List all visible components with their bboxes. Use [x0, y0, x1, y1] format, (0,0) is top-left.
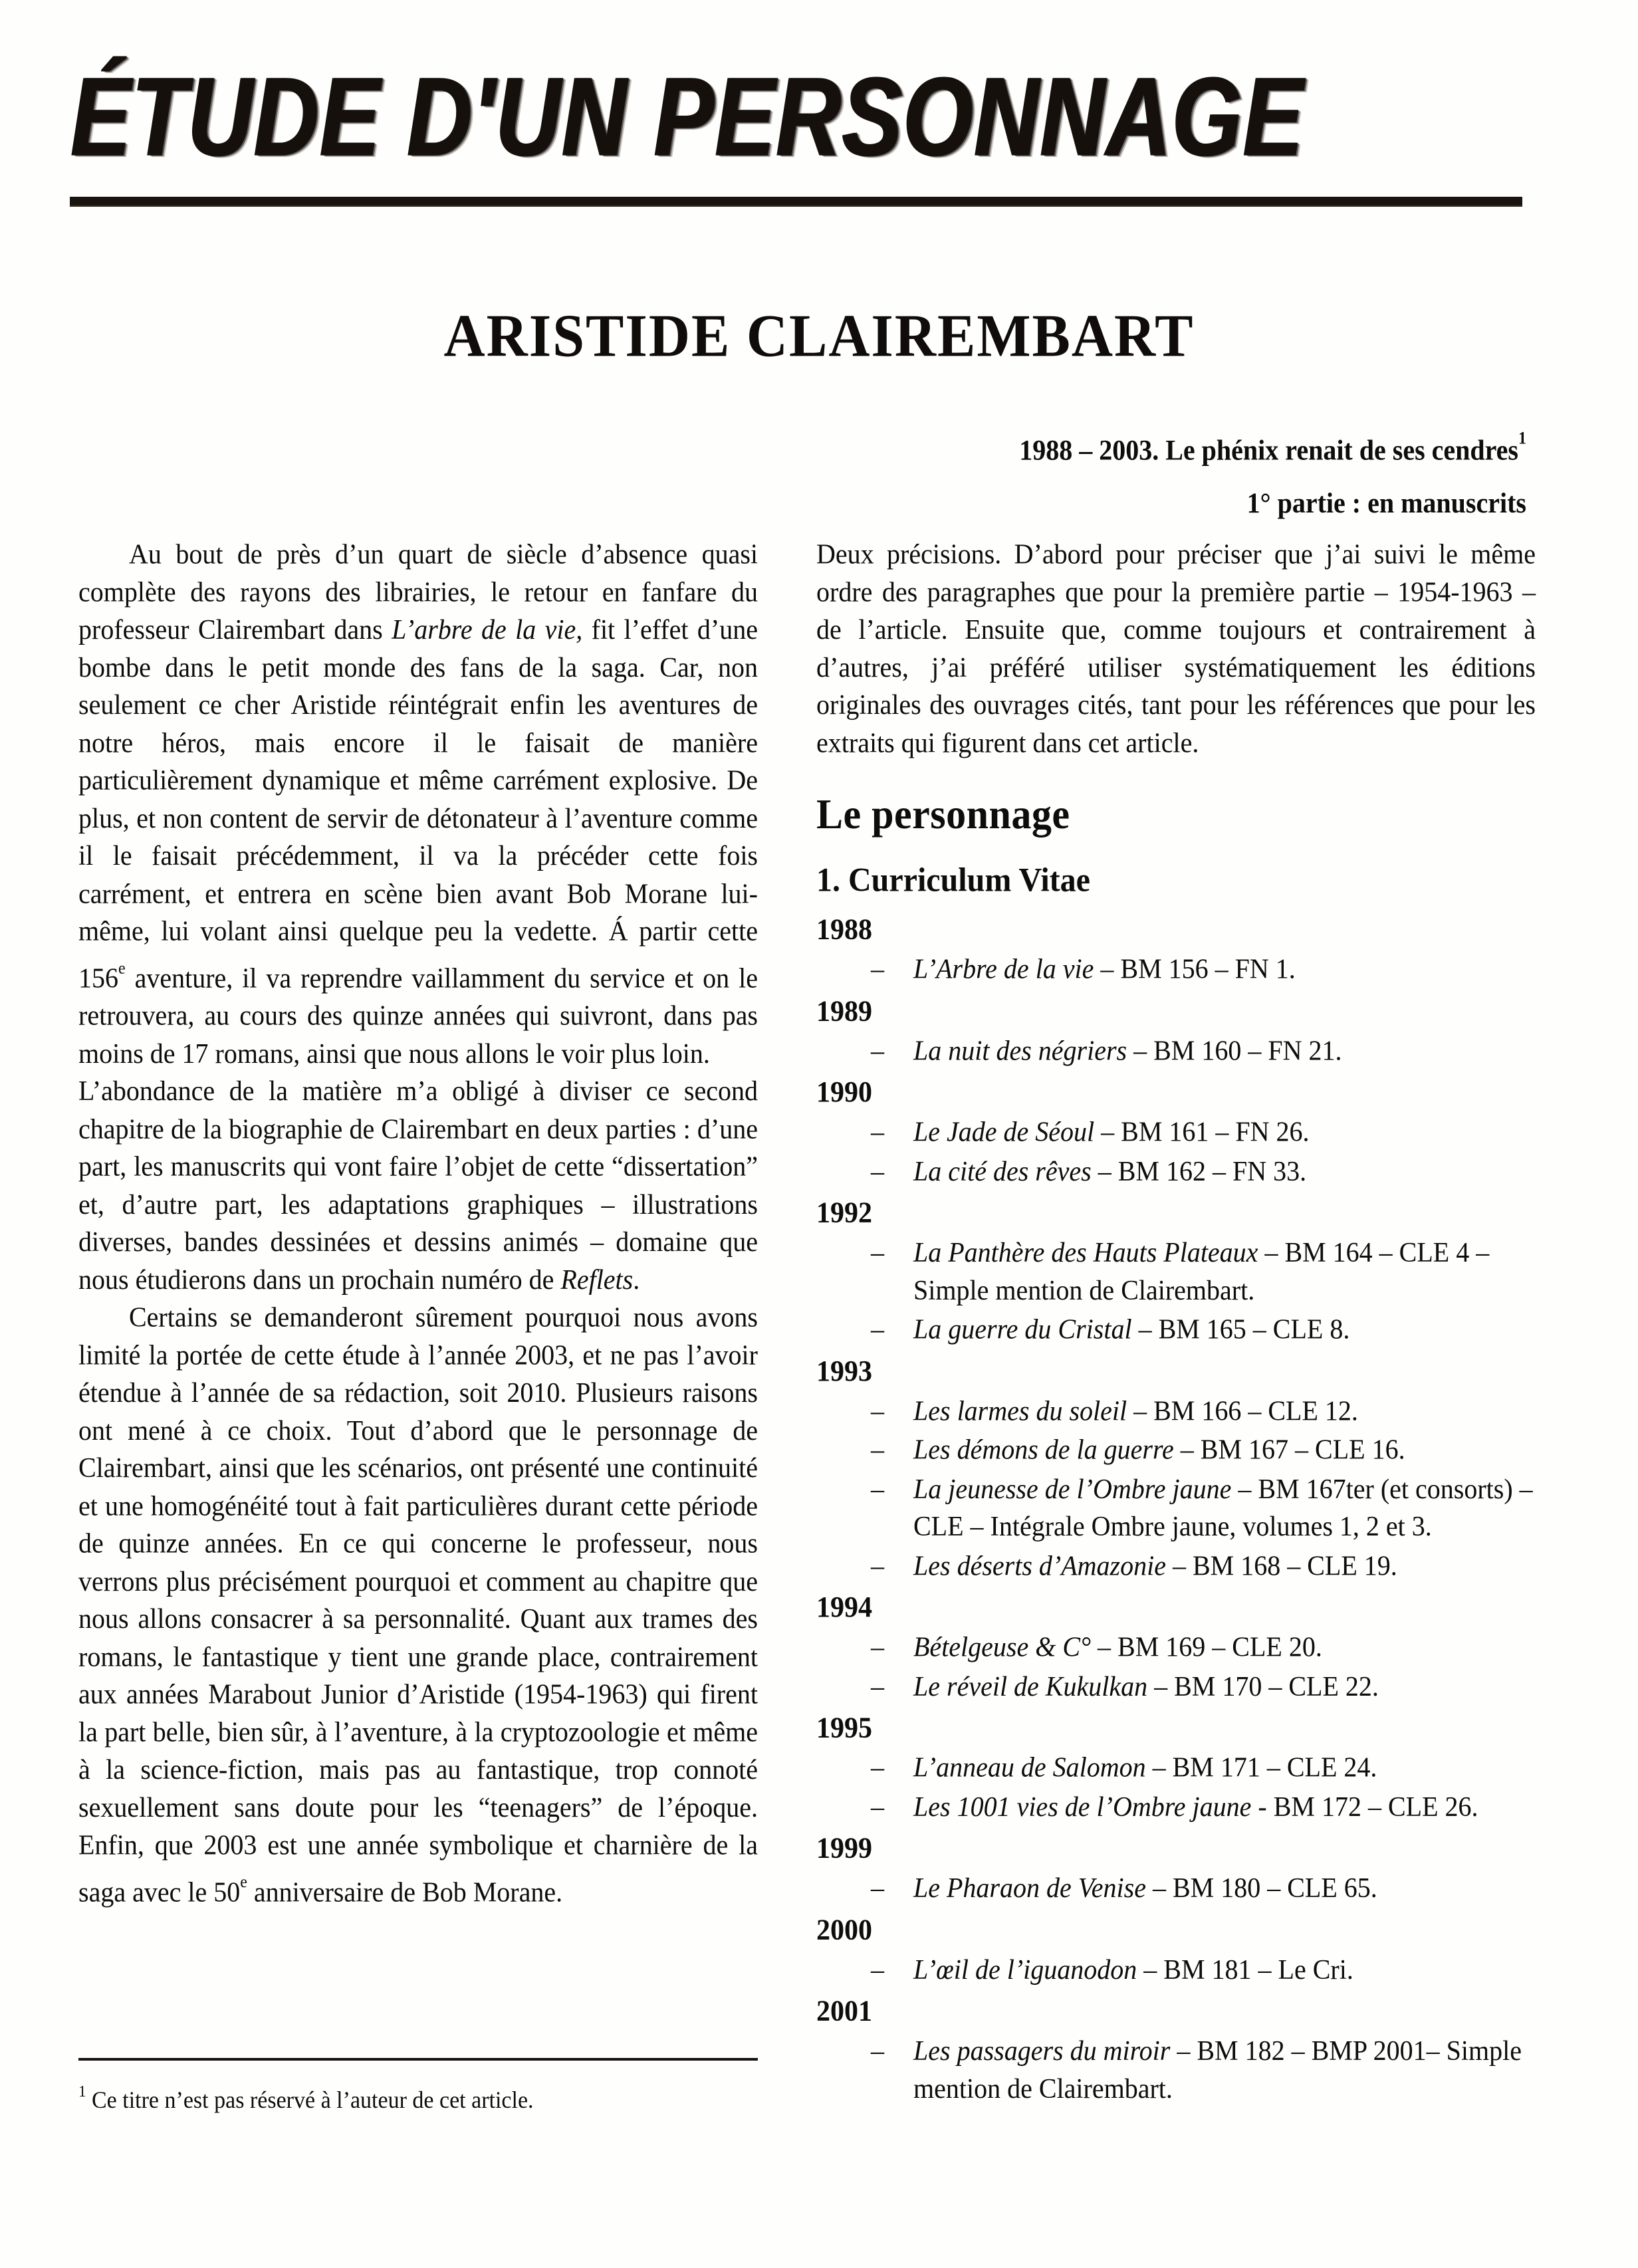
- bibliography-entry-title: Les passagers du miroir: [913, 2034, 1171, 2067]
- bibliography-entry-reference: – BM 170 – CLE 22.: [1147, 1670, 1379, 1702]
- bibliography-entry: [816, 1628, 1536, 1666]
- bibliography-entry: [816, 1310, 1536, 1348]
- ordinal-suffix-50: e: [240, 1872, 247, 1891]
- article-subtitle-period-text: 1988 – 2003. Le phénix renait de ses cendres: [1019, 433, 1518, 466]
- bibliography-entry-reference: – BM 166 – CLE 12.: [1127, 1394, 1358, 1426]
- paragraph-intro-part-a: Au bout de près d’un quart de siècle d’absence quasi complète des rayons des librairies, le retour en fanfare du professeur Clairembart dans: [78, 538, 758, 645]
- bibliography-entry: [816, 1233, 1536, 1308]
- footnote: [78, 2075, 776, 2117]
- bibliography-entry: [816, 1950, 1536, 1988]
- list-bullet-dash: –: [871, 1472, 884, 1505]
- bibliography-year: 1992: [816, 1196, 872, 1230]
- bibliography-entry-title: Le Jade de Séoul: [913, 1115, 1095, 1148]
- bibliography-entry-title: La nuit des négriers: [913, 1034, 1134, 1066]
- list-bullet-dash: –: [871, 2034, 884, 2067]
- bibliography-year: 1993: [816, 1355, 872, 1388]
- bibliography-year: 1995: [816, 1712, 872, 1744]
- bibliography-entry-reference: – BM 180 – CLE 65.: [1145, 1871, 1377, 1904]
- list-bullet-dash: –: [871, 1115, 884, 1148]
- bibliography-entry: [816, 1787, 1536, 1825]
- bibliography-entry-reference: – BM 162 – FN 33.: [1091, 1155, 1307, 1187]
- bibliography-entry: [816, 1391, 1536, 1429]
- bibliography-entry: [816, 1547, 1536, 1585]
- subsection-heading-number: 1. Curriculum: [816, 861, 1019, 899]
- bibliography-entry-reference: – BM 169 – CLE 20.: [1091, 1631, 1322, 1662]
- bibliography-entry-title: Les larmes du soleil: [913, 1394, 1127, 1426]
- bibliography-entry-title: Bételgeuse & C°: [913, 1631, 1092, 1662]
- subsection-heading-curriculum-vitae: [816, 859, 1536, 903]
- bibliography-entry-title: Le réveil de Kukulkan: [913, 1670, 1148, 1702]
- list-bullet-dash: –: [871, 1394, 884, 1426]
- bibliography-entry: [816, 1430, 1536, 1468]
- ordinal-suffix-156: e: [118, 959, 126, 978]
- left-text-column: [78, 535, 758, 1910]
- paragraph-intro-part-c: aventure, il va reprendre vaillamment du service et on le retrouvera, au cours des quinze années qui suivront, dans pas moins de 17 romans, ainsi que nous allons le voir plus loin.: [78, 961, 758, 1069]
- bibliography-year: 2001: [816, 1995, 872, 2028]
- bibliography-entry-reference: - BM 172 – CLE 26.: [1251, 1790, 1478, 1823]
- list-bullet-dash: –: [871, 1953, 884, 1985]
- bibliography-entry-reference: – BM 165 – CLE 8.: [1131, 1313, 1350, 1345]
- list-bullet-dash: –: [871, 1751, 884, 1783]
- footnote-text: Ce titre n’est pas réservé à l’auteur de cet article.: [86, 2087, 534, 2114]
- bibliography-entry-title: Le Pharaon de Venise: [913, 1871, 1146, 1904]
- bibliography-entry-title: La cité des rêves: [913, 1155, 1092, 1187]
- bibliography-year: 1989: [816, 994, 872, 1028]
- list-bullet-dash: –: [871, 1313, 884, 1345]
- paragraph-abondance-part-a: L’abondance de la matière m’a obligé à diviser ce second chapitre de la biographie de Clairembart en deux parties : d’une part, les manuscrits qui vont faire l’objet de cette “dissertation” et, d’autre part, les adaptations graphiques – illustrations diverses, bandes dessinées et dessins animés – domaine que nous étudierons dans un prochain numéro de: [78, 1074, 758, 1296]
- right-text-column: [816, 535, 1536, 2108]
- bibliography-entry-title: Les déserts d’Amazonie: [913, 1549, 1166, 1581]
- bibliography-entry-reference: – BM 164 – CLE 4 – Simple mention de Clairembart.: [913, 1236, 1490, 1306]
- paragraph-intro: [78, 535, 758, 1072]
- bibliography-entry-reference: – BM 171 – CLE 24.: [1145, 1751, 1377, 1783]
- article-subtitle-part: 1° partie : en manuscrits: [1246, 487, 1526, 519]
- bibliography-entry: [816, 2031, 1536, 2106]
- list-bullet-dash: –: [871, 1790, 884, 1823]
- bibliography-entry-title: L’anneau de Salomon: [913, 1751, 1146, 1783]
- bibliography-entry-title: L’œil de l’iguanodon: [913, 1953, 1137, 1985]
- bibliography-entry: [816, 950, 1536, 988]
- paragraph-intro-part-b: fit l’effet d’une bombe dans le petit monde des fans de la saga. Car, non seulement ce cher Aristide réintégrait enfin les aventures de notre héros, mais encore il le faisait de manière particulièrement dynamique et même carrément explosive. De plus, et non content de servir de détonateur à l’aventure comme il le faisait précédemment, il va la précéder cette fois carrément, et entrera en scène bien avant Bob Morane lui-même, lui volant ainsi quelque peu la vedette. Á partir cette 156: [78, 613, 758, 994]
- magazine-title-reflets: Reflets: [560, 1263, 634, 1296]
- footnote-marker: 1: [78, 2082, 86, 2100]
- bibliography-entry-title: Les démons de la guerre: [913, 1433, 1174, 1466]
- list-bullet-dash: –: [871, 1871, 884, 1904]
- bibliography-entry: [816, 1667, 1536, 1705]
- bibliography-entry-reference: – BM 167ter (et consorts) – CLE – Intégrale Ombre jaune, volumes 1, 2 et 3.: [913, 1472, 1533, 1542]
- masthead-divider: [70, 197, 1522, 207]
- bibliography-entry-reference: – BM 181 – Le Cri.: [1137, 1953, 1353, 1985]
- list-bullet-dash: –: [871, 1549, 884, 1581]
- bibliography-entry: [816, 1470, 1536, 1545]
- footnote-reference-marker: 1: [1518, 429, 1526, 448]
- list-bullet-dash: –: [871, 953, 884, 985]
- article-subtitle-period: [596, 412, 1526, 477]
- bibliography-year: 1994: [816, 1591, 872, 1624]
- masthead-title: ÉTUDE D'UN PERSONNAGE: [70, 54, 1304, 179]
- bibliography-entry-reference: – BM 160 – FN 21.: [1133, 1034, 1342, 1066]
- book-title-arbre-de-la-vie: L’arbre de la vie,: [392, 613, 583, 645]
- bibliography-entry-title: La guerre du Cristal: [913, 1313, 1132, 1345]
- subsection-heading-vitae: Vitae: [1018, 861, 1090, 899]
- bibliography-entry-title: Les 1001 vies de l’Ombre jaune: [913, 1790, 1252, 1823]
- article-subtitles: [596, 412, 1526, 530]
- bibliography-year: 1988: [816, 913, 872, 946]
- bibliography-entry: [816, 1869, 1536, 1907]
- list-bullet-dash: –: [871, 1236, 884, 1268]
- paragraph-certains-part-b: anniversaire de Bob Morane.: [247, 1875, 563, 1908]
- list-bullet-dash: –: [871, 1034, 884, 1066]
- bibliography-entry-title: La Panthère des Hauts Plateaux: [913, 1236, 1258, 1268]
- footnote-divider: [78, 2058, 758, 2061]
- bibliography-entry-reference: – BM 161 – FN 26.: [1094, 1115, 1310, 1148]
- bibliography-year: 1999: [816, 1832, 872, 1865]
- bibliography-year: 2000: [816, 1913, 872, 1946]
- bibliography-entry-reference: – BM 156 – FN 1.: [1094, 953, 1296, 985]
- paragraph-abondance-part-b: .: [633, 1263, 640, 1296]
- bibliography-entry-reference: – BM 182 – BMP 2001– Simple mention de Clairembart.: [913, 2034, 1522, 2104]
- list-bullet-dash: –: [871, 1631, 884, 1662]
- bibliography-entry: [816, 1748, 1536, 1786]
- bibliography-entry-title: La jeunesse de l’Ombre jaune: [913, 1472, 1232, 1505]
- bibliography-year: 1990: [816, 1076, 872, 1109]
- bibliography-entry-title: L’Arbre de la vie: [913, 953, 1094, 985]
- paragraph-certains-part-a: Certains se demanderont sûrement pourquoi nous avons limité la portée de cette étude à l’année 2003, et ne pas l’avoir étendue à l’année de sa rédaction, soit 2010. Plusieurs raisons ont mené à ce choix. Tout d’abord que le personnage de Clairembart, ainsi que les scénarios, ont présenté une continuité et une homogénéité tout à fait particulières durant cette période de quinze années. En ce qui concerne le professeur, nous verrons plus précisément pourquoi et comment au chapitre que nous allons consacrer à sa personnalité. Quant aux trames des romans, le fantastique y tient une grande place, contrairement aux années Marabout Junior d’Aristide (1954-1963) qui firent la part belle, bien sûr, à l’aventure, à la cryptozoologie et même à la science-fiction, mais pas au fantastique, trop connoté sexuellement sans doute pour les “teenagers” de l’époque. Enfin, que 2003 est une année symbolique et charnière de la saga avec le 50: [78, 1301, 758, 1908]
- masthead: [70, 53, 1526, 179]
- bibliography-entry: [816, 1113, 1536, 1151]
- page-title: ARISTIDE CLAIREMBART: [443, 302, 1195, 370]
- paragraph-certains: [78, 1298, 758, 1910]
- bibliography-entry: [816, 1152, 1536, 1190]
- bibliography-list: [816, 909, 1536, 2107]
- paragraph-deux-precisions: Deux précisions. D’abord pour préciser que j’ai suivi le même ordre des paragraphes que pour la première partie – 1954-1963 – de l’article. Ensuite que, comme toujours et contrairement à d’autres, j’ai préféré utiliser systématiquement les éditions originales des ouvrages cités, tant pour les références que pour les extraits qui figurent dans cet article.: [816, 538, 1536, 758]
- section-heading-le-personnage: Le personnage: [816, 790, 1070, 838]
- bibliography-entry-reference: – BM 168 – CLE 19.: [1165, 1549, 1397, 1581]
- paragraph-abondance: [78, 1072, 758, 1298]
- list-bullet-dash: –: [871, 1155, 884, 1187]
- list-bullet-dash: –: [871, 1670, 884, 1702]
- bibliography-entry-reference: – BM 167 – CLE 16.: [1173, 1433, 1405, 1466]
- list-bullet-dash: –: [871, 1433, 884, 1466]
- bibliography-entry: [816, 1032, 1536, 1070]
